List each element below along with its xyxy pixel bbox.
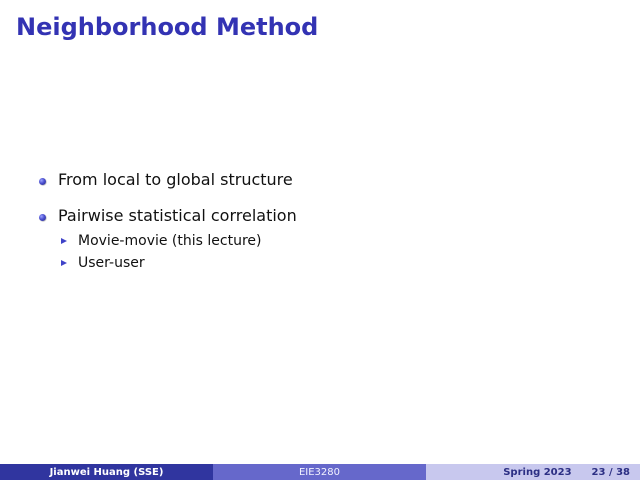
sub-bullet-text: Movie-movie (this lecture) [78,233,262,249]
footer-author [0,464,213,480]
sub-bullet-text: User-user [78,255,145,271]
footer-author-text: Jianwei Huang (SSE) [49,466,164,478]
footer-date: Spring 2023 [503,466,572,478]
triangle-bullet-icon [61,260,67,266]
bullet-dot-icon [39,178,46,185]
footer-course [213,464,426,480]
triangle-bullet-icon [61,238,67,244]
slide-title: Neighborhood Method [16,13,319,41]
bullet-item [38,168,598,192]
main-bullet-list [38,168,598,274]
slide-footer [0,464,640,480]
sub-bullet-list [58,230,598,274]
sub-bullet-item [58,252,598,274]
bullet-dot-icon [39,214,46,221]
bullet-item [38,204,598,274]
page-number: 23 / 38 [591,466,630,478]
bullet-text: Pairwise statistical correlation [58,206,297,225]
slide-content [38,168,598,286]
footer-info [426,464,640,480]
sub-bullet-item [58,230,598,252]
footer-course-text: EIE3280 [298,466,341,478]
bullet-text: From local to global structure [58,170,293,189]
